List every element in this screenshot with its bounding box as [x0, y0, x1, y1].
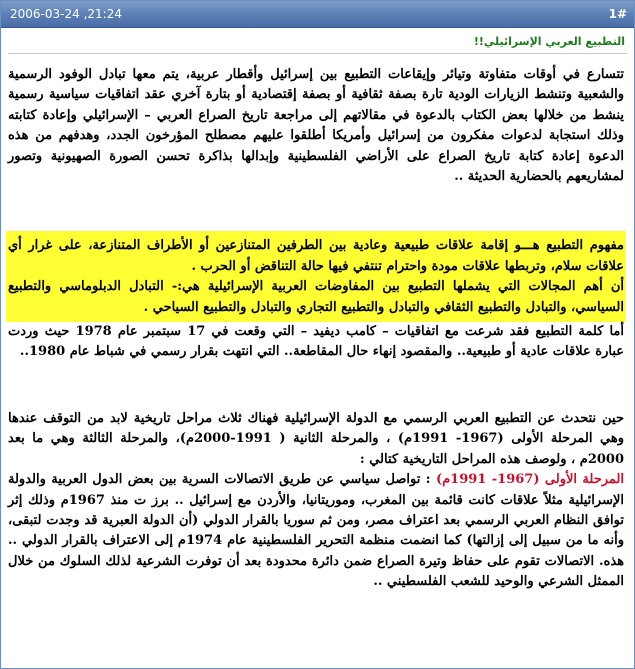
- post-datetime: 2006-03-24 ,21:24: [10, 7, 122, 21]
- intro-paragraph: تتسارع في أوقات متفاوتة وتيائر وإيقاعات التطبيع بين إسرائيل وأقطار عربية، يتم معها تبادل الوفود الرسمية والشعبية وتنشط الزيارات الودية تارة بصفة ثقافية أو بصفة إقتصادية أو بتارة آخري عقد اتفاقيات سياسية رسمية ينشط من خلالها بعض الكتاب بالدعوة في مقالاتهم إلى مراجعة تاريخ الصراع العربي – الإسرائيلي وإعادة كتابته وذلك استجابة لدعوات مفكرون من إسرائيل وأمريكا أطلقوا عليهم مصطلح المؤرخون الجدد، وهدفهم من هذه الدعوة إعادة كتابة تاريخ الصراع على الأراضي الفلسطينية وإبدالها بذاكرة تحسن الصورة الصهيونية وتصور لمشاريعهم بالحضارية الحديثة ..: [8, 67, 624, 185]
- definition-paragraph: مفهوم التطبيع هـــو إقامة علاقات طبيعية وعادية بين الطرفين المتنازعين أو الأطراف المتنازعة، على غرار أي علاقات سلام، وتربطها علاقات مودة واحترام تنتفي فيها حالة التناقض أو الحرب .: [8, 238, 624, 274]
- spacer: [8, 187, 624, 231]
- post-body: [8, 65, 624, 593]
- post-date: 2006-03-24: [10, 7, 80, 21]
- post-title: التطبيع العربي الإسرائيلي!!: [473, 35, 625, 48]
- spacer: [8, 363, 624, 409]
- post-time: 21:24: [87, 7, 122, 21]
- post-number-link[interactable]: 1#: [608, 7, 627, 21]
- domains-paragraph: أن أهم المجالات التي يشملها التطبيع بين المفاوضات العربية الإسرائيلية هي:- التبادل الدبلوماسي والتطبيع السياسي، والتبادل والتطبيع الثقافي والتبادل والتطبيع التجاري والتبادل والتطبيع السياحي .: [8, 279, 624, 315]
- stage1-label: المرحلة الأولى (1967- 1991م): [435, 472, 625, 488]
- post-header: [1, 1, 634, 28]
- highlighted-block: [6, 231, 626, 322]
- camp-david-paragraph: أما كلمة التطبيع فقد شرعت مع اتفاقيات – كامب ديفيد – التي وقعت في 17 سبتمبر عام 1978 حيث وردت عبارة علاقات عادية أو طبيعية.. والمقصود إنهاء حال المقاطعة.. التي انتهت بقرار رسمي في شباط عام 1980..: [8, 324, 624, 360]
- stages-intro-paragraph: حين نتحدث عن التطبيع العربي الرسمي مع الدولة الإسرائيلية فهناك ثلاث مراحل تاريخية لابد من التوقف عندها وهي المرحلة الأولى (1967- 1991م) ، والمرحلة الثانية ( 1991-2000م)، والمرحلة الثالثة وهي ما بعد 2000م ، ولوصف هذه المراحل التاريخية كتالي :: [8, 410, 624, 467]
- stage1-text: : تواصل سياسي عن طريق الاتصالات السرية بين بعض الدول العربية والدولة الإسرائيلية مثلاً علاقات كانت قائمة بين المغرب، وموريتانيا، والأردن مع إسرائيل .. برز ت منذ 1967م وذلك إثر توافق النظام العربي الرسمي بعد اعتراف مصر، ومن ثم سوريا بالقرار الدولي (أن الدولة العبرية قد وجدت لتبقى، وأنه ما من سبيل إلى إزالتها) كما انضمت منظمة التحرير الفلسطينية عام 1974م إلى الاعتراف بالقرار الدولي .. هذه. الاتصالات تقوم على حفاظ وتيرة الصراع ضمن دائرة محدودة بعد أن توفرت الشرعية لذلك السلوك من خلال الممثل الشرعي والوحيد للشعب الفلسطيني ..: [8, 472, 624, 590]
- stage1-paragraph: [8, 470, 624, 592]
- title-divider: [8, 53, 627, 54]
